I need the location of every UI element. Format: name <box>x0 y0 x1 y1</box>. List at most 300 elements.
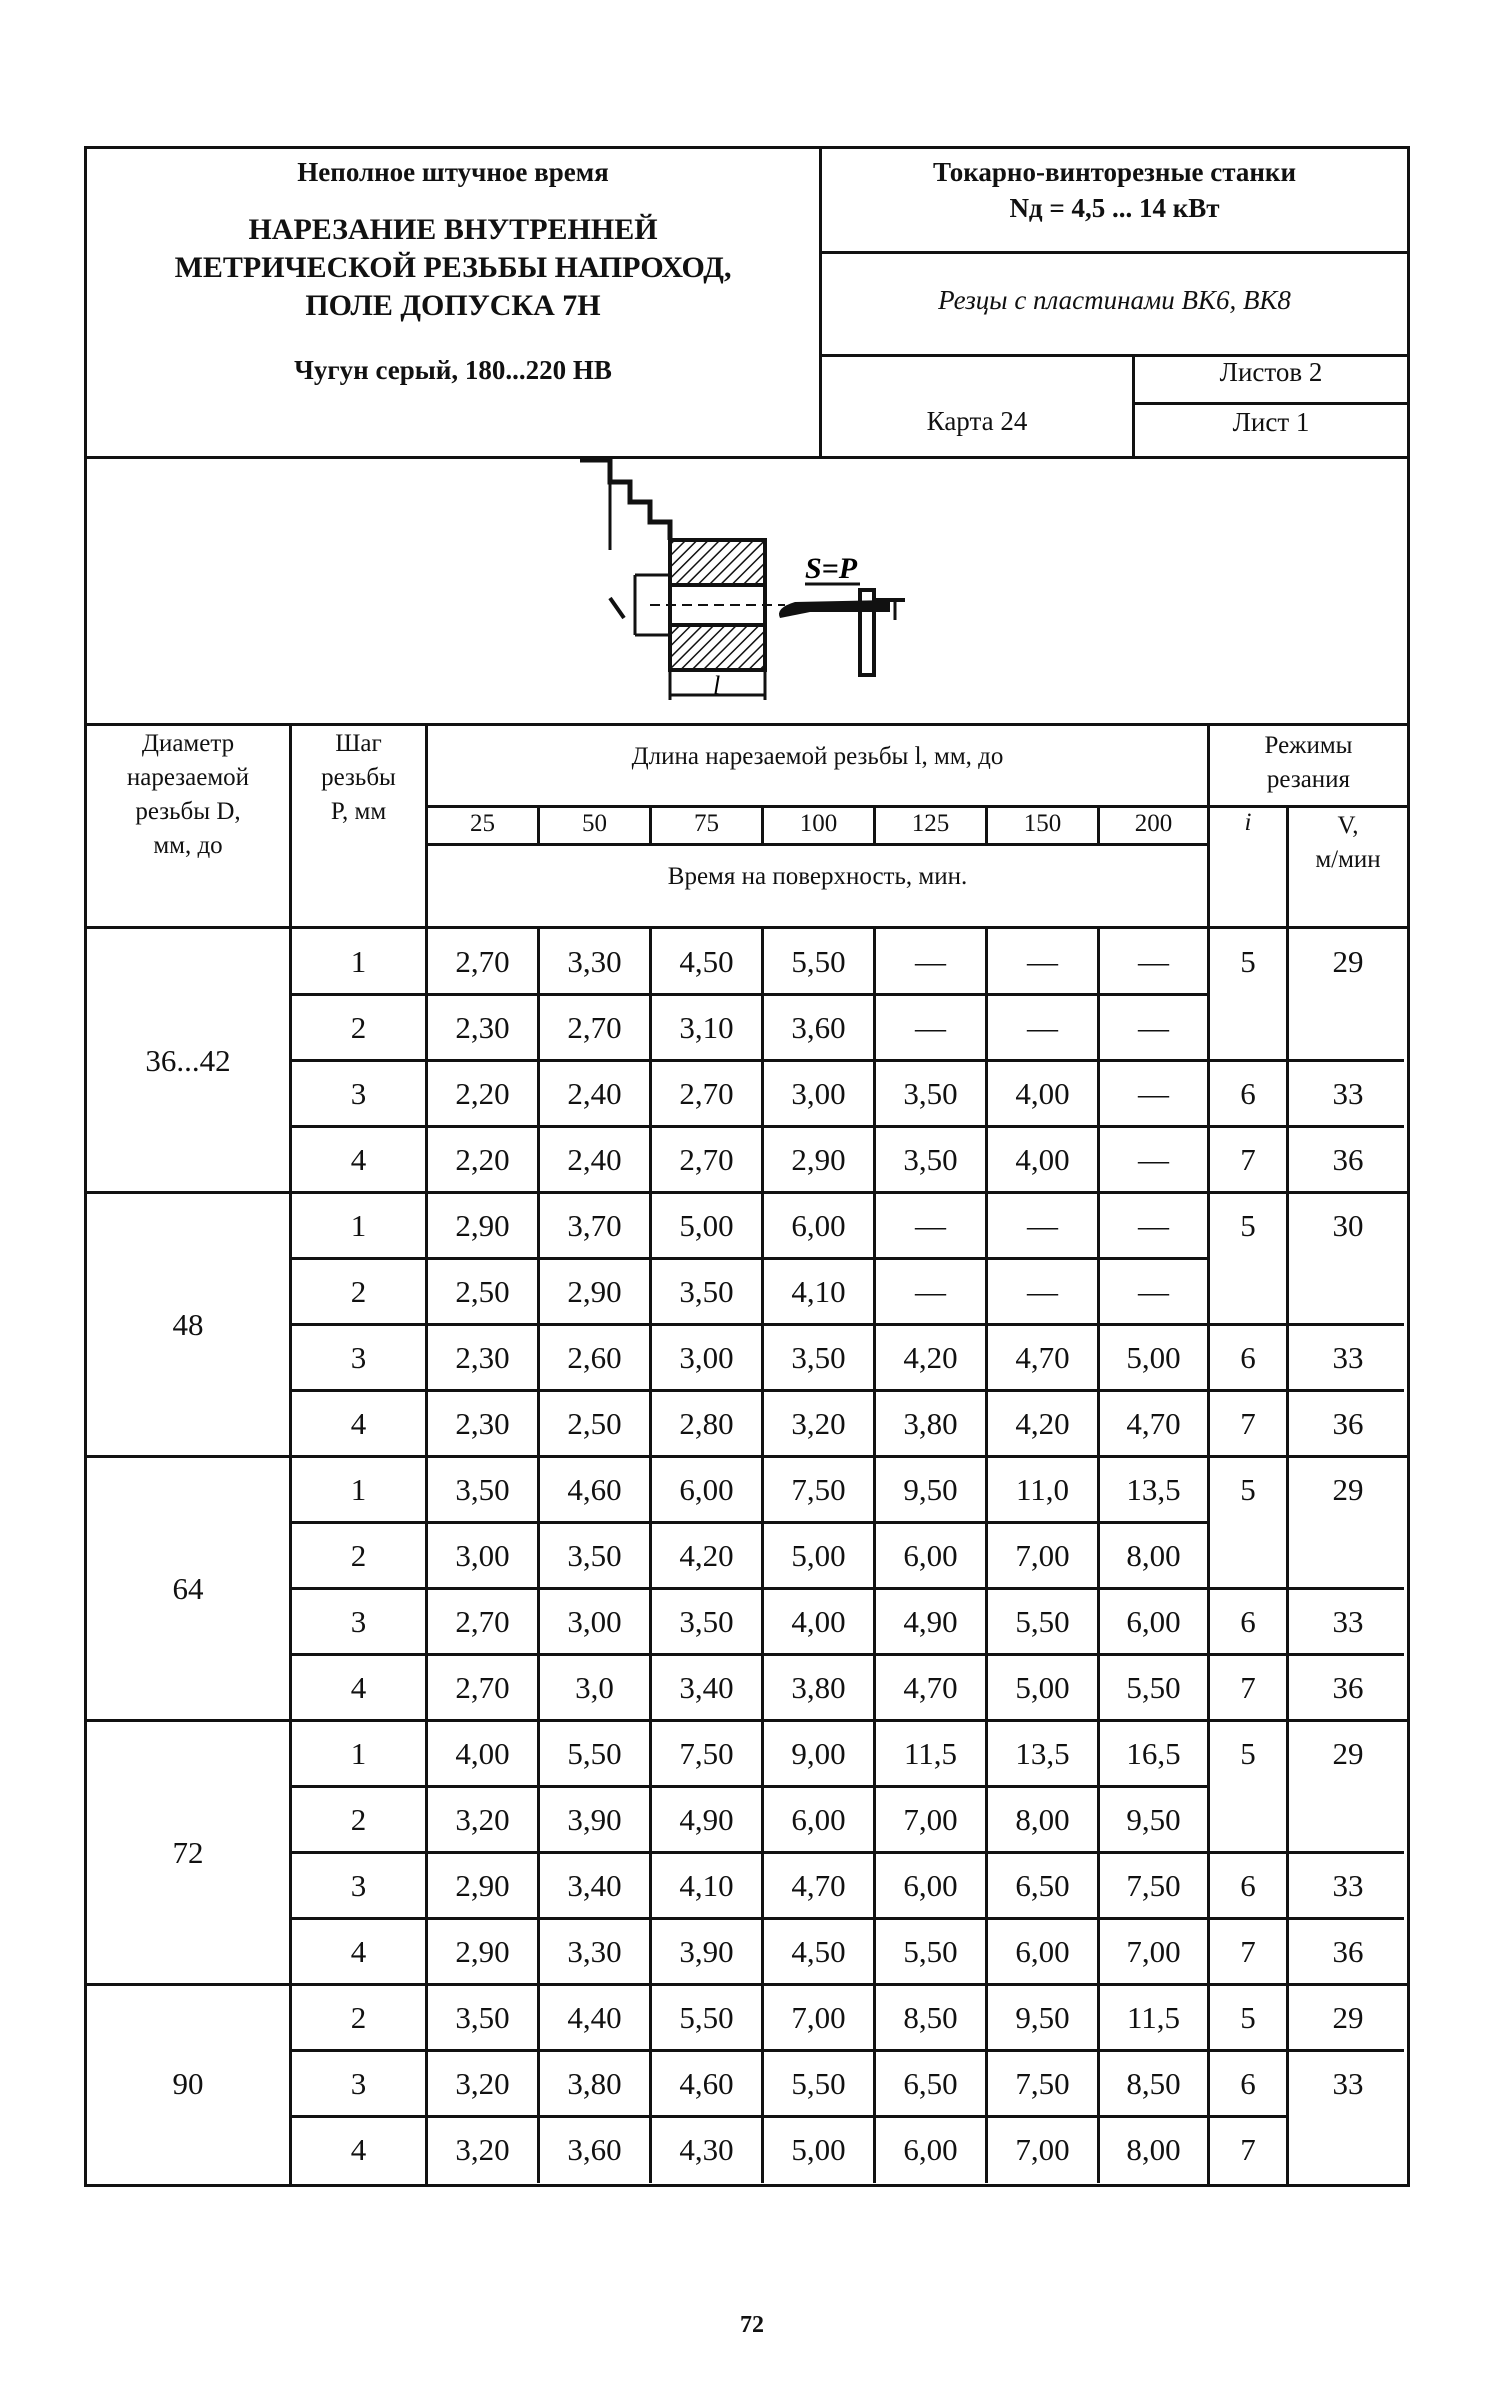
time-value: 4,70 <box>1126 1406 1181 1441</box>
mode-v-value: 33 <box>1332 1076 1364 1111</box>
time-value: — <box>1138 1274 1169 1309</box>
time-value: 4,60 <box>567 1472 622 1507</box>
header-text: P, мм <box>330 798 387 825</box>
time-value: 8,00 <box>1126 2132 1181 2167</box>
machines-title: Токарно-винторезные станки <box>932 157 1297 187</box>
time-value: 4,90 <box>679 1802 734 1837</box>
time-value: 5,50 <box>679 2000 734 2035</box>
card-number: Карта 24 <box>926 406 1028 436</box>
time-value: 7,00 <box>1015 1538 1070 1573</box>
time-value: 5,00 <box>791 1538 846 1573</box>
time-value: 3,80 <box>903 1406 958 1441</box>
time-value: 2,90 <box>567 1274 622 1309</box>
cell-divider <box>537 1061 540 1127</box>
time-value: 6,50 <box>1015 1868 1070 1903</box>
mode-v-value: 36 <box>1332 1934 1364 1969</box>
time-value: 11,5 <box>903 1736 958 1771</box>
mode-v-value: 33 <box>1332 1604 1364 1639</box>
time-value: 8,00 <box>1015 1802 1070 1837</box>
cell-divider <box>985 1589 988 1655</box>
header-text: V, <box>1337 812 1359 839</box>
header-text: резьбы <box>321 764 396 791</box>
pitch-value: 3 <box>350 1076 367 1111</box>
cell-divider <box>985 1919 988 1985</box>
time-value: 4,70 <box>903 1670 958 1705</box>
cell-divider <box>985 1721 988 1787</box>
cell-divider <box>1097 1919 1100 1985</box>
cell-divider <box>537 2051 540 2117</box>
modes-header <box>1210 729 1407 797</box>
time-header: Время на поверхность, мин. <box>667 863 968 890</box>
cell-divider <box>761 1787 764 1853</box>
time-value: 3,0 <box>575 1670 614 1705</box>
cell-divider <box>873 1193 876 1259</box>
cell-divider <box>537 1391 540 1457</box>
mode-v-value: 33 <box>1332 1340 1364 1375</box>
time-value: 11,5 <box>1126 2000 1181 2035</box>
time-value: 11,0 <box>1015 1472 1070 1507</box>
time-value: 5,50 <box>1126 1670 1181 1705</box>
cell-divider <box>1097 1787 1100 1853</box>
mode-i-value: 5 <box>1240 1736 1256 1771</box>
time-value: 7,00 <box>1015 2132 1070 2167</box>
time-value: 5,50 <box>791 944 846 979</box>
cell-divider <box>649 1391 652 1457</box>
cell-divider <box>985 995 988 1061</box>
time-value: 3,20 <box>455 1802 510 1837</box>
mode-v-value: 30 <box>1332 1208 1364 1243</box>
time-value: — <box>915 1208 946 1243</box>
length-value: 100 <box>799 810 838 837</box>
cell-divider <box>1097 1721 1100 1787</box>
cell-divider <box>649 1985 652 2051</box>
cell-divider <box>985 1787 988 1853</box>
cell-divider <box>873 929 876 995</box>
time-value: 4,10 <box>791 1274 846 1309</box>
time-value: 3,60 <box>567 2132 622 2167</box>
cell-divider <box>873 2051 876 2117</box>
workpiece-bottom <box>670 625 765 670</box>
cell-divider <box>873 2117 876 2183</box>
time-value: 13,5 <box>1126 1472 1181 1507</box>
time-value: 4,30 <box>679 2132 734 2167</box>
time-value: — <box>915 1274 946 1309</box>
time-value: 3,50 <box>455 2000 510 2035</box>
mode-v-value: 29 <box>1332 2000 1364 2035</box>
pitch-value: 4 <box>350 1142 367 1177</box>
time-value: 4,70 <box>791 1868 846 1903</box>
cell-divider <box>1097 929 1100 995</box>
mode-i-value: 5 <box>1240 1208 1256 1243</box>
time-value: 6,00 <box>903 1538 958 1573</box>
mode-i-value: 7 <box>1240 2132 1256 2167</box>
time-value: 6,00 <box>1126 1604 1181 1639</box>
cell-divider <box>761 1391 764 1457</box>
time-value: 8,50 <box>1126 2066 1181 2101</box>
mode-v-value: 36 <box>1332 1670 1364 1705</box>
cell-divider <box>537 929 540 995</box>
sheets-total: Листов 2 <box>1219 357 1323 387</box>
cell-divider <box>985 1985 988 2051</box>
cell-divider <box>1097 1853 1100 1919</box>
time-value: 3,30 <box>567 1934 622 1969</box>
diameter-value: 48 <box>172 1307 204 1342</box>
time-value: 6,00 <box>903 1868 958 1903</box>
mode-i-value: 6 <box>1240 1076 1256 1111</box>
time-value: — <box>1138 1076 1169 1111</box>
header-line <box>1132 402 1407 405</box>
time-value: 2,70 <box>455 1604 510 1639</box>
cell-divider <box>873 1787 876 1853</box>
time-value: 3,20 <box>791 1406 846 1441</box>
cell-divider <box>761 1523 764 1589</box>
cell-divider <box>537 1721 540 1787</box>
time-value: 8,00 <box>1126 1538 1181 1573</box>
cell-divider <box>873 1457 876 1523</box>
time-value: 5,00 <box>679 1208 734 1243</box>
cell-divider <box>1097 2117 1100 2183</box>
time-value: 4,50 <box>679 944 734 979</box>
pitch-value: 3 <box>350 2066 367 2101</box>
cell-divider <box>649 1589 652 1655</box>
diameter-value: 90 <box>172 2066 204 2101</box>
cell-divider <box>985 1457 988 1523</box>
time-value: 3,00 <box>455 1538 510 1573</box>
cell-divider <box>649 1325 652 1391</box>
time-value: 3,50 <box>679 1274 734 1309</box>
cell-divider <box>873 1391 876 1457</box>
cell-divider <box>985 1259 988 1325</box>
time-value: 2,90 <box>455 1868 510 1903</box>
cell-divider <box>649 995 652 1061</box>
time-value: 3,60 <box>791 1010 846 1045</box>
mode-v-value: 29 <box>1332 1736 1364 1771</box>
time-value: 16,5 <box>1126 1736 1181 1771</box>
cell-divider <box>761 1721 764 1787</box>
cell-divider <box>873 1985 876 2051</box>
cell-divider <box>761 1985 764 2051</box>
time-value: 7,00 <box>1126 1934 1181 1969</box>
time-value: 3,40 <box>567 1868 622 1903</box>
mode-i-value: 5 <box>1240 944 1256 979</box>
pitch-value: 4 <box>350 1406 367 1441</box>
cell-divider <box>649 1853 652 1919</box>
time-value: — <box>915 944 946 979</box>
cell-divider <box>761 1457 764 1523</box>
operation-title-line2: МЕТРИЧЕСКОЙ РЕЗЬБЫ НАПРОХОД, <box>174 251 732 284</box>
sheet-number: Лист 1 <box>1232 407 1310 437</box>
cell-divider <box>985 1325 988 1391</box>
cell-divider <box>649 1259 652 1325</box>
cell-divider <box>649 1787 652 1853</box>
time-value: 9,00 <box>791 1736 846 1771</box>
header-text: мм, до <box>153 832 223 859</box>
cell-divider <box>1097 1589 1100 1655</box>
time-value: 4,70 <box>1015 1340 1070 1375</box>
cell-divider <box>873 995 876 1061</box>
mode-v-value <box>1289 2117 1407 2183</box>
time-value: — <box>1027 1010 1058 1045</box>
workpiece-top <box>670 540 765 585</box>
time-value: 4,00 <box>1015 1076 1070 1111</box>
time-value: 4,50 <box>791 1934 846 1969</box>
time-value: 3,00 <box>791 1076 846 1111</box>
time-value: 3,50 <box>455 1472 510 1507</box>
cell-divider <box>985 1655 988 1721</box>
time-value: — <box>1027 944 1058 979</box>
time-value: 2,70 <box>679 1142 734 1177</box>
time-value: 4,60 <box>679 2066 734 2101</box>
time-value: 3,50 <box>903 1142 958 1177</box>
time-value: 3,70 <box>567 1208 622 1243</box>
time-value: — <box>1027 1274 1058 1309</box>
time-value: — <box>915 1010 946 1045</box>
time-value: 2,90 <box>455 1208 510 1243</box>
time-value: 4,20 <box>679 1538 734 1573</box>
time-value: 8,50 <box>903 2000 958 2035</box>
time-value: 3,50 <box>679 1604 734 1639</box>
time-value: 3,50 <box>791 1340 846 1375</box>
cell-divider <box>873 1853 876 1919</box>
time-value: 13,5 <box>1015 1736 1070 1771</box>
cell-divider <box>761 2117 764 2183</box>
time-value: 5,50 <box>791 2066 846 2101</box>
time-value: — <box>1138 944 1169 979</box>
mode-v-value: 36 <box>1332 1406 1364 1441</box>
time-value: 3,00 <box>567 1604 622 1639</box>
time-value: — <box>1138 1010 1169 1045</box>
header-text: Диаметр <box>141 730 235 757</box>
cell-divider <box>1097 1523 1100 1589</box>
time-value: 2,70 <box>455 944 510 979</box>
time-value: 2,70 <box>567 1010 622 1045</box>
cell-divider <box>985 929 988 995</box>
cell-divider <box>537 1259 540 1325</box>
cell-divider <box>1097 2051 1100 2117</box>
tools: Резцы с пластинами ВК6, ВК8 <box>938 285 1291 315</box>
time-value: — <box>1138 1142 1169 1177</box>
cell-divider <box>1097 1127 1100 1193</box>
length-value: 125 <box>911 810 950 837</box>
header-text: Шаг <box>335 730 382 757</box>
cell-divider <box>1097 1259 1100 1325</box>
time-value: 6,00 <box>1015 1934 1070 1969</box>
diameter-value: 64 <box>172 1571 204 1606</box>
time-value: 3,50 <box>567 1538 622 1573</box>
pitch-value: 2 <box>350 1274 367 1309</box>
cell-divider <box>761 995 764 1061</box>
cell-divider <box>873 1919 876 1985</box>
time-value: 7,50 <box>679 1736 734 1771</box>
time-value: 3,10 <box>679 1010 734 1045</box>
cell-divider <box>537 1127 540 1193</box>
time-value: 4,00 <box>1015 1142 1070 1177</box>
mode-i-value: 6 <box>1240 1340 1256 1375</box>
cell-divider <box>873 1721 876 1787</box>
cell-divider <box>649 1193 652 1259</box>
mode-i-value: 6 <box>1240 1868 1256 1903</box>
cell-divider <box>873 1061 876 1127</box>
cell-divider <box>761 1919 764 1985</box>
cell-divider <box>985 1853 988 1919</box>
mode-i-value: 5 <box>1240 2000 1256 2035</box>
machines-power: Nд = 4,5 ... 14 кВт <box>1009 193 1220 223</box>
cell-divider <box>761 1127 764 1193</box>
operation-title-line3: ПОЛЕ ДОПУСКА 7Н <box>305 289 601 322</box>
pitch-value: 3 <box>350 1868 367 1903</box>
dim-d-mark <box>610 598 624 618</box>
time-value: 2,40 <box>567 1142 622 1177</box>
pitch-value: 3 <box>350 1604 367 1639</box>
mode-v-value: 33 <box>1332 1868 1364 1903</box>
time-value: 2,40 <box>567 1076 622 1111</box>
cell-divider <box>985 2051 988 2117</box>
time-value: 2,70 <box>455 1670 510 1705</box>
time-value: 2,60 <box>567 1340 622 1375</box>
time-value: 5,00 <box>791 2132 846 2167</box>
time-value: 2,70 <box>679 1076 734 1111</box>
time-value: 2,50 <box>455 1274 510 1309</box>
time-value: 9,50 <box>903 1472 958 1507</box>
time-value: 2,90 <box>455 1934 510 1969</box>
time-value: 4,20 <box>903 1340 958 1375</box>
time-value: 4,10 <box>679 1868 734 1903</box>
time-value: 3,30 <box>567 944 622 979</box>
cell-divider <box>1097 1655 1100 1721</box>
time-value: 3,00 <box>679 1340 734 1375</box>
time-value: 7,00 <box>791 2000 846 2035</box>
time-value: 2,80 <box>679 1406 734 1441</box>
mode-i-value: 7 <box>1240 1406 1256 1441</box>
time-value: 7,00 <box>903 1802 958 1837</box>
time-value: 6,00 <box>679 1472 734 1507</box>
time-value: 3,20 <box>455 2132 510 2167</box>
cell-divider <box>761 1655 764 1721</box>
cell-divider <box>761 1589 764 1655</box>
time-value: 3,80 <box>567 2066 622 2101</box>
cell-divider <box>985 1061 988 1127</box>
pitch-header <box>292 727 425 829</box>
mode-i-value: 6 <box>1240 2066 1256 2101</box>
cell-divider <box>761 1193 764 1259</box>
time-value: 7,50 <box>791 1472 846 1507</box>
length-value: 50 <box>582 810 607 837</box>
mode-i-value: 7 <box>1240 1670 1256 1705</box>
pitch-value: 4 <box>350 2132 367 2167</box>
cell-divider <box>1097 995 1100 1061</box>
header-line <box>819 251 1407 254</box>
time-value: 9,50 <box>1015 2000 1070 2035</box>
cell-divider <box>1097 1193 1100 1259</box>
time-value: 3,90 <box>567 1802 622 1837</box>
cell-divider <box>1097 1985 1100 2051</box>
length-value: 200 <box>1134 810 1173 837</box>
header-line <box>425 843 1207 846</box>
cell-divider <box>761 1061 764 1127</box>
time-value: 2,30 <box>455 1340 510 1375</box>
time-value: 2,20 <box>455 1076 510 1111</box>
mode-v-value: 29 <box>1332 944 1364 979</box>
cell-divider <box>649 1061 652 1127</box>
header-text: Режимы <box>1264 732 1353 759</box>
time-value: — <box>1138 1208 1169 1243</box>
cell-divider <box>649 2051 652 2117</box>
header-text: резания <box>1266 766 1351 793</box>
pitch-value: 1 <box>350 1208 367 1243</box>
mode-i-value: 7 <box>1240 1142 1256 1177</box>
cell-divider <box>649 929 652 995</box>
pitch-value: 1 <box>350 1736 367 1771</box>
cell-divider <box>537 2117 540 2183</box>
mode-v-value: 33 <box>1332 2066 1364 2101</box>
time-value: 4,00 <box>455 1736 510 1771</box>
dim-l-label: l <box>713 671 721 700</box>
cell-divider <box>1097 1457 1100 1523</box>
cell-divider <box>537 1853 540 1919</box>
time-type-title: Неполное штучное время <box>297 157 609 187</box>
time-value: 4,00 <box>791 1604 846 1639</box>
cell-divider <box>985 1193 988 1259</box>
time-value: 4,20 <box>1015 1406 1070 1441</box>
cell-divider <box>649 1457 652 1523</box>
time-value: 2,90 <box>791 1142 846 1177</box>
time-value: 3,50 <box>903 1076 958 1111</box>
time-value: 7,50 <box>1126 1868 1181 1903</box>
cell-divider <box>537 1325 540 1391</box>
mode-i-value: 6 <box>1240 1604 1256 1639</box>
cell-divider <box>537 1457 540 1523</box>
cell-divider <box>1097 1391 1100 1457</box>
cell-divider <box>649 1523 652 1589</box>
pitch-value: 1 <box>350 944 367 979</box>
diameter-header <box>87 727 289 863</box>
v-header <box>1289 809 1407 877</box>
diameter-value: 72 <box>172 1835 204 1870</box>
cell-divider <box>761 1853 764 1919</box>
time-value: 4,90 <box>903 1604 958 1639</box>
time-value: 6,00 <box>791 1802 846 1837</box>
diameter-value: 36...42 <box>145 1043 231 1078</box>
length-value: 150 <box>1023 810 1062 837</box>
time-value: 5,50 <box>567 1736 622 1771</box>
mode-v-value: 36 <box>1332 1142 1364 1177</box>
length-value: 25 <box>470 810 495 837</box>
page-number: 72 <box>740 2312 764 2338</box>
cell-divider <box>1097 1061 1100 1127</box>
i-header: i <box>1244 809 1252 836</box>
pitch-value: 2 <box>350 1802 367 1837</box>
cell-divider <box>985 1127 988 1193</box>
cell-divider <box>761 929 764 995</box>
time-value: 2,30 <box>455 1406 510 1441</box>
cell-divider <box>873 1127 876 1193</box>
cell-divider <box>537 1787 540 1853</box>
header-text: м/мин <box>1315 846 1381 873</box>
time-value: 7,50 <box>1015 2066 1070 2101</box>
length-value: 75 <box>694 810 719 837</box>
time-value: 2,30 <box>455 1010 510 1045</box>
cell-divider <box>649 1919 652 1985</box>
time-value: 3,80 <box>791 1670 846 1705</box>
cell-divider <box>537 995 540 1061</box>
mode-i-value: 7 <box>1240 1934 1256 1969</box>
pitch-value: 2 <box>350 1010 367 1045</box>
length-header: Длина нарезаемой резьбы l, мм, до <box>631 743 1004 770</box>
cell-divider <box>649 1721 652 1787</box>
cell-divider <box>537 1655 540 1721</box>
pitch-value: 3 <box>350 1340 367 1375</box>
cell-divider <box>873 1325 876 1391</box>
